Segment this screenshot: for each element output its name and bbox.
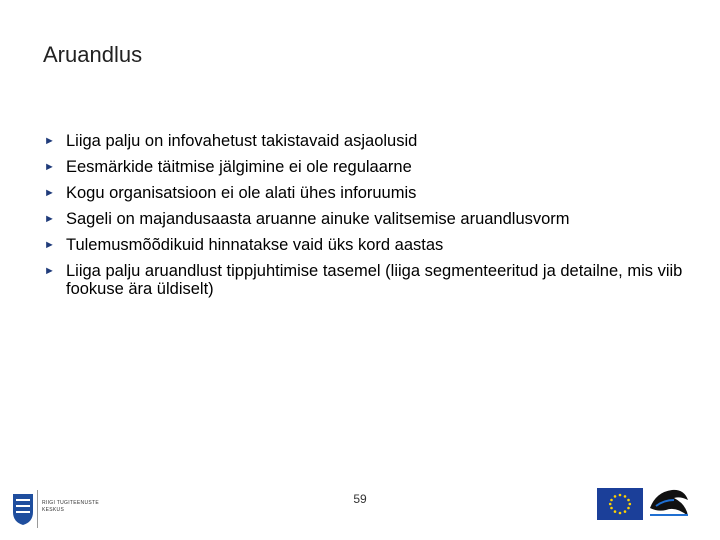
page-number: 59: [353, 492, 367, 506]
bullet-item: [44, 232, 704, 258]
bullet-item: [44, 206, 704, 232]
bullet-item: [44, 258, 704, 302]
bullet-arrow-icon: ►: [44, 161, 55, 173]
bullet-item: [44, 154, 704, 180]
footer-divider: [37, 490, 38, 528]
bullet-text: Liiga palju aruandlust tippjuhtimise tasemel (liiga segmenteeritud ja detailne, mis viib fookuse ära üldiselt): [66, 262, 683, 298]
estonian-swallow-icon: [646, 486, 690, 520]
bullet-text: Tulemusmõõdikuid hinnatakse vaid üks kord aastas: [66, 236, 444, 254]
organization-logo-text: RIIGI TUGITEENUSTE KESKUS: [42, 500, 99, 513]
bullet-arrow-icon: ►: [44, 239, 55, 251]
bullet-arrow-icon: ►: [44, 187, 55, 199]
bullet-text: Liiga palju on infovahetust takistavaid asjaolusid: [66, 132, 418, 150]
bullet-arrow-icon: ►: [44, 213, 55, 225]
bullet-text: Kogu organisatsioon ei ole alati ühes inforuumis: [66, 184, 417, 202]
eu-flag-icon: [597, 488, 643, 520]
bullet-arrow-icon: ►: [44, 265, 55, 277]
estonian-coat-of-arms-icon: [12, 492, 34, 526]
bullet-item: [44, 180, 704, 206]
bullet-text: Eesmärkide täitmise jälgimine ei ole regulaarne: [66, 158, 412, 176]
slide-title: Aruandlus: [43, 42, 143, 67]
bullet-arrow-icon: ►: [44, 135, 55, 147]
bullet-text: Sageli on majandusaasta aruanne ainuke valitsemise aruandlusvorm: [66, 210, 570, 228]
bullet-list: [44, 128, 704, 302]
bullet-item: [44, 128, 704, 154]
